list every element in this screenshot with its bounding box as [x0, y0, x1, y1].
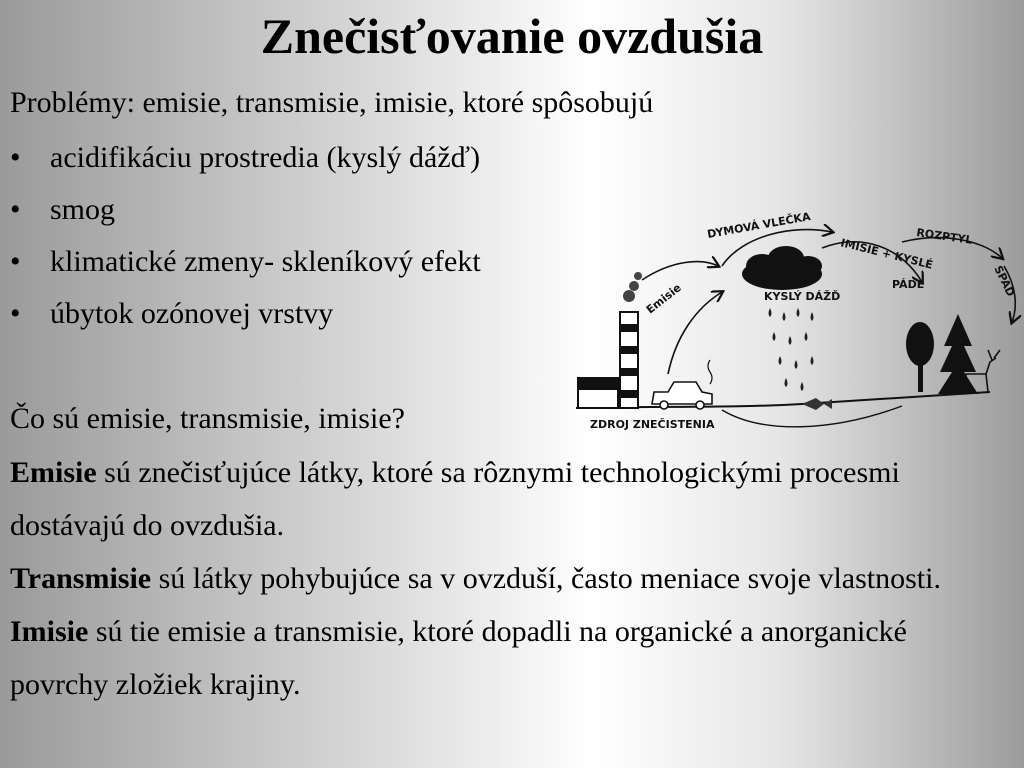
pine-tree-icon: [938, 314, 978, 394]
definition-text: sú znečisťujúce látky, ktoré sa rôznymi technologickými procesmi dostávajú do ovzdušia.: [10, 456, 900, 542]
label-pade: PÁDE: [892, 278, 925, 291]
pollution-cycle-illustration: [572, 196, 1024, 436]
label-rozptyl: ROZPTYL: [915, 226, 974, 247]
bullet-icon: •: [10, 297, 21, 330]
label-kysly-dazd: KYSLÝ DÁŽĎ: [764, 290, 841, 303]
definitions: [10, 446, 1010, 711]
label-imisie: IMISIE + KYSLÉ: [839, 236, 935, 272]
pollution-cycle-drawing: [572, 196, 1024, 436]
rain-drops: [769, 308, 814, 391]
list-item-text: úbytok ozónovej vrstvy: [50, 297, 334, 330]
definition-transmisie: [10, 552, 1010, 605]
definition-text: sú látky pohybujúce sa v ovzduší, často meniace svoje vlastnosti.: [151, 562, 941, 595]
list-item: [10, 236, 481, 288]
definition-emisie: [10, 446, 1010, 552]
term-emisie: Emisie: [10, 456, 97, 489]
list-item: [10, 184, 481, 236]
term-transmisie: Transmisie: [10, 562, 152, 595]
tree-icon: [906, 322, 934, 392]
problem-list: [10, 132, 481, 340]
fish-icon: [802, 398, 832, 410]
bullet-icon: •: [10, 141, 21, 174]
factory-icon: [578, 272, 642, 408]
intro-text: Problémy: emisie, transmisie, imisie, ktoré spôsobujú: [10, 86, 654, 119]
definition-text: sú tie emisie a transmisie, ktoré dopadli na organické a anorganické povrchy zložiek krajiny.: [10, 615, 907, 701]
bullet-icon: •: [10, 193, 21, 226]
list-item: [10, 288, 481, 340]
underground-arrow: [722, 406, 902, 427]
label-dymova-vlecka: DYMOVÁ VLEČKA: [706, 209, 812, 241]
label-spad: SPAD: [991, 263, 1018, 299]
car-icon: [652, 360, 712, 409]
list-item-text: smog: [50, 193, 116, 226]
list-item: [10, 132, 481, 184]
list-item-text: klimatické zmeny- skleníkový efekt: [50, 245, 481, 278]
list-item-text: acidifikáciu prostredia (kyslý dážď): [50, 141, 481, 174]
question-text: Čo sú emisie, transmisie, imisie?: [10, 402, 405, 435]
emission-arrow: [642, 262, 718, 280]
definition-imisie: [10, 605, 1010, 711]
term-imisie: Imisie: [10, 615, 89, 648]
cloud-icon: [742, 246, 822, 290]
slide-title: Znečisťovanie ovzdušia: [260, 8, 764, 64]
emission-arrow-car: [668, 292, 722, 374]
bullet-icon: •: [10, 245, 21, 278]
label-zdroj: ZDROJ ZNEČISTENIA: [590, 418, 715, 431]
label-emisie: Emisie: [643, 281, 684, 317]
